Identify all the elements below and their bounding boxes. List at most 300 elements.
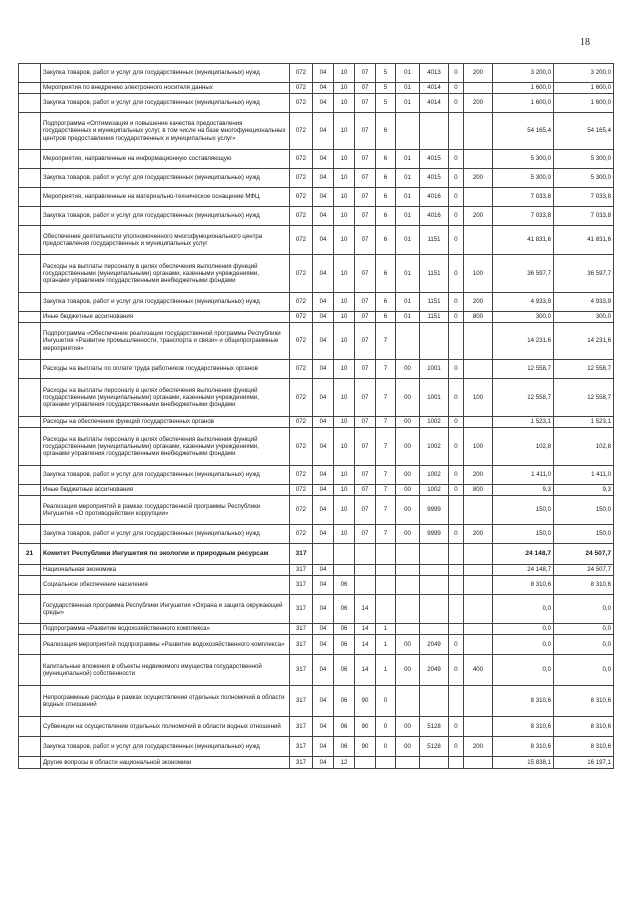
code-ministry: 072 (290, 360, 313, 379)
code-extra: 0 (449, 83, 464, 94)
code-program: 07 (355, 417, 376, 428)
code-expense-type (464, 150, 493, 169)
code-extra: 0 (449, 293, 464, 312)
code-subprogram: 0 (376, 737, 396, 757)
amount-col-2: 24 507,7 (554, 544, 614, 565)
amount-col-2: 9,3 (554, 485, 614, 496)
code-ministry: 072 (290, 94, 313, 113)
amount-col-2: 12 558,7 (554, 379, 614, 417)
code-section: 04 (313, 417, 334, 428)
code-subprogram: 6 (376, 207, 396, 226)
code-direction (420, 624, 449, 635)
code-event: 00 (396, 496, 420, 525)
code-program: 07 (355, 94, 376, 113)
code-extra: 0 (449, 150, 464, 169)
amount-col-2: 102,8 (554, 428, 614, 466)
table-row (19, 635, 614, 655)
row-name: Расходы на выплаты по оплате труда работников государственных органов (41, 360, 290, 379)
table-row (19, 169, 614, 188)
code-subsection: 10 (334, 293, 355, 312)
code-section: 04 (313, 169, 334, 188)
row-number (19, 312, 41, 323)
code-section: 04 (313, 595, 334, 624)
code-section: 04 (313, 717, 334, 737)
code-program: 90 (355, 737, 376, 757)
code-event: 01 (396, 150, 420, 169)
row-number (19, 226, 41, 255)
code-subprogram: 6 (376, 150, 396, 169)
row-name: Непрограммные расходы в рамках осуществления отдельных полномочий в области водных отношений (41, 686, 290, 717)
amount-col-2: 150,0 (554, 496, 614, 525)
row-name: Государственная программа Республики Ингушетия «Охрана и защита окружающей среды» (41, 595, 290, 624)
code-event (396, 686, 420, 717)
code-program: 14 (355, 655, 376, 686)
code-subsection (334, 565, 355, 576)
code-direction: 4014 (420, 94, 449, 113)
code-section: 04 (313, 207, 334, 226)
table-row (19, 417, 614, 428)
code-subprogram: 7 (376, 360, 396, 379)
amount-col-2: 1 600,0 (554, 83, 614, 94)
code-program: 07 (355, 466, 376, 485)
table-row (19, 595, 614, 624)
amount-col-1: 3 200,0 (493, 64, 554, 83)
code-subprogram: 1 (376, 655, 396, 686)
row-name: Национальная экономика (41, 565, 290, 576)
code-section: 04 (313, 150, 334, 169)
code-ministry: 317 (290, 737, 313, 757)
table-row (19, 226, 614, 255)
amount-col-1: 24 148,7 (493, 544, 554, 565)
code-subprogram: 7 (376, 379, 396, 417)
row-number (19, 255, 41, 293)
code-extra (449, 595, 464, 624)
code-direction: 1002 (420, 417, 449, 428)
code-event: 01 (396, 226, 420, 255)
code-program: 07 (355, 323, 376, 360)
code-program: 90 (355, 686, 376, 717)
code-section: 04 (313, 737, 334, 757)
amount-col-1: 7 033,8 (493, 207, 554, 226)
code-event: 00 (396, 466, 420, 485)
code-section: 04 (313, 428, 334, 466)
row-name: Комитет Республики Ингушетия по экологии и природным ресурсам (41, 544, 290, 565)
code-subsection: 10 (334, 64, 355, 83)
code-program: 90 (355, 717, 376, 737)
row-name: Закупка товаров, работ и услуг для государственных (муниципальных) нужд (41, 293, 290, 312)
amount-col-1: 15 838,1 (493, 757, 554, 769)
code-ministry: 072 (290, 188, 313, 207)
code-direction: 1151 (420, 293, 449, 312)
row-name: Расходы на выплаты персоналу в целях обеспечения выполнения функций государственными (муниципальными) органами, казенными учреждениями, органами управления государственными внебюджетными фондами (41, 379, 290, 417)
code-subsection: 10 (334, 150, 355, 169)
code-direction: 1002 (420, 466, 449, 485)
code-program: 07 (355, 64, 376, 83)
table-row (19, 496, 614, 525)
amount-col-1: 7 033,8 (493, 188, 554, 207)
amount-col-2: 4 933,9 (554, 293, 614, 312)
row-name: Капитальные вложения в объекты недвижимого имущества государственной (муниципальной) собственности (41, 655, 290, 686)
code-subprogram (376, 565, 396, 576)
code-subprogram: 5 (376, 94, 396, 113)
code-subprogram: 5 (376, 83, 396, 94)
code-extra: 0 (449, 417, 464, 428)
code-direction (420, 565, 449, 576)
code-subsection: 10 (334, 188, 355, 207)
table-row (19, 428, 614, 466)
code-expense-type: 200 (464, 169, 493, 188)
row-number (19, 94, 41, 113)
code-subprogram: 7 (376, 496, 396, 525)
code-event (396, 595, 420, 624)
row-name: Закупка товаров, работ и услуг для государственных (муниципальных) нужд (41, 207, 290, 226)
code-ministry: 317 (290, 565, 313, 576)
amount-col-1: 0,0 (493, 624, 554, 635)
table-body (19, 64, 614, 769)
code-ministry: 317 (290, 576, 313, 595)
code-expense-type (464, 565, 493, 576)
code-extra (449, 113, 464, 150)
row-number (19, 525, 41, 544)
table-row (19, 686, 614, 717)
amount-col-1: 24 148,7 (493, 565, 554, 576)
code-ministry: 317 (290, 635, 313, 655)
code-program: 07 (355, 525, 376, 544)
code-program (355, 544, 376, 565)
row-name: Обеспечение деятельности уполномоченного многофункционального центра предоставления государственных и муниципальных услуг (41, 226, 290, 255)
code-event (396, 544, 420, 565)
row-name: Социальное обеспечение населения (41, 576, 290, 595)
row-number (19, 150, 41, 169)
code-extra: 0 (449, 312, 464, 323)
code-section: 04 (313, 379, 334, 417)
code-program: 07 (355, 255, 376, 293)
code-subsection: 10 (334, 496, 355, 525)
code-extra (449, 323, 464, 360)
code-expense-type: 200 (464, 207, 493, 226)
code-extra: 0 (449, 737, 464, 757)
amount-col-1: 0,0 (493, 655, 554, 686)
amount-col-2: 7 033,8 (554, 188, 614, 207)
code-direction: 9999 (420, 525, 449, 544)
table-row (19, 255, 614, 293)
row-number (19, 565, 41, 576)
code-subsection: 10 (334, 83, 355, 94)
code-subprogram: 6 (376, 113, 396, 150)
amount-col-2: 14 231,6 (554, 323, 614, 360)
amount-col-1: 102,8 (493, 428, 554, 466)
table-row (19, 544, 614, 565)
code-ministry: 317 (290, 544, 313, 565)
code-program: 07 (355, 150, 376, 169)
row-name: Мероприятия, направленные на материально-техническое оснащение МФЦ (41, 188, 290, 207)
code-subsection: 06 (334, 576, 355, 595)
code-expense-type: 200 (464, 64, 493, 83)
table-row (19, 565, 614, 576)
code-subsection: 10 (334, 255, 355, 293)
code-direction: 5128 (420, 717, 449, 737)
code-event: 00 (396, 737, 420, 757)
code-subprogram: 1 (376, 635, 396, 655)
table-row (19, 485, 614, 496)
code-subsection: 10 (334, 485, 355, 496)
code-ministry: 072 (290, 466, 313, 485)
amount-col-2: 0,0 (554, 624, 614, 635)
code-subprogram: 7 (376, 525, 396, 544)
code-subprogram (376, 595, 396, 624)
code-section: 04 (313, 485, 334, 496)
code-program: 07 (355, 485, 376, 496)
code-extra: 0 (449, 360, 464, 379)
table-row (19, 624, 614, 635)
amount-col-2: 8 310,6 (554, 686, 614, 717)
code-direction (420, 757, 449, 769)
row-number (19, 624, 41, 635)
code-program: 07 (355, 428, 376, 466)
code-subsection (334, 544, 355, 565)
code-event (396, 113, 420, 150)
code-extra (449, 624, 464, 635)
code-subsection: 06 (334, 737, 355, 757)
code-expense-type (464, 113, 493, 150)
code-event (396, 624, 420, 635)
code-direction: 5128 (420, 737, 449, 757)
code-subprogram: 6 (376, 312, 396, 323)
code-expense-type (464, 360, 493, 379)
code-program: 07 (355, 188, 376, 207)
code-extra (449, 544, 464, 565)
code-subsection: 10 (334, 312, 355, 323)
amount-col-2: 150,0 (554, 525, 614, 544)
code-extra: 0 (449, 255, 464, 293)
code-expense-type (464, 323, 493, 360)
code-direction: 4015 (420, 150, 449, 169)
table-row (19, 150, 614, 169)
row-number (19, 717, 41, 737)
table-row (19, 576, 614, 595)
code-program: 07 (355, 226, 376, 255)
code-expense-type (464, 624, 493, 635)
code-section: 04 (313, 496, 334, 525)
row-number (19, 737, 41, 757)
code-event: 01 (396, 255, 420, 293)
row-number (19, 686, 41, 717)
code-event: 01 (396, 293, 420, 312)
code-event: 00 (396, 360, 420, 379)
amount-col-1: 1 411,0 (493, 466, 554, 485)
amount-col-1: 1 523,1 (493, 417, 554, 428)
code-section: 04 (313, 94, 334, 113)
row-number (19, 207, 41, 226)
code-expense-type (464, 757, 493, 769)
code-event: 00 (396, 525, 420, 544)
table-row (19, 113, 614, 150)
code-direction: 1002 (420, 485, 449, 496)
amount-col-2: 12 558,7 (554, 360, 614, 379)
code-ministry: 072 (290, 379, 313, 417)
table-row (19, 323, 614, 360)
amount-col-1: 4 933,9 (493, 293, 554, 312)
row-number (19, 417, 41, 428)
table-row (19, 379, 614, 417)
amount-col-1: 5 300,0 (493, 150, 554, 169)
amount-col-2: 54 165,4 (554, 113, 614, 150)
row-number (19, 655, 41, 686)
code-direction (420, 576, 449, 595)
code-event: 01 (396, 94, 420, 113)
code-section: 04 (313, 113, 334, 150)
code-program (355, 757, 376, 769)
code-subprogram: 0 (376, 717, 396, 737)
amount-col-1: 150,0 (493, 525, 554, 544)
code-program: 07 (355, 207, 376, 226)
code-ministry: 072 (290, 226, 313, 255)
code-section: 04 (313, 226, 334, 255)
code-expense-type: 800 (464, 312, 493, 323)
amount-col-2: 36 597,7 (554, 255, 614, 293)
row-name: Другие вопросы в области национальной экономики (41, 757, 290, 769)
code-section: 04 (313, 635, 334, 655)
row-name: Закупка товаров, работ и услуг для государственных (муниципальных) нужд (41, 94, 290, 113)
code-subsection: 10 (334, 428, 355, 466)
amount-col-2: 1 411,0 (554, 466, 614, 485)
amount-col-1: 5 300,0 (493, 169, 554, 188)
code-subsection: 10 (334, 207, 355, 226)
code-direction: 4013 (420, 64, 449, 83)
code-section: 04 (313, 686, 334, 717)
code-section: 04 (313, 293, 334, 312)
code-subprogram: 6 (376, 293, 396, 312)
amount-col-1: 8 310,6 (493, 717, 554, 737)
code-expense-type: 800 (464, 485, 493, 496)
page-number: 18 (580, 37, 590, 48)
row-name: Мероприятия, направленные на информационную составляющую (41, 150, 290, 169)
code-expense-type: 100 (464, 255, 493, 293)
code-subprogram: 7 (376, 323, 396, 360)
row-name: Подпрограмма «Оптимизация и повышение качества предоставления государственных и муниципальных услуг, в том числе на базе многофункциональных центров предоставления государственных и муниципальных услуг» (41, 113, 290, 150)
amount-col-1: 14 231,6 (493, 323, 554, 360)
amount-col-1: 41 831,6 (493, 226, 554, 255)
row-name: Закупка товаров, работ и услуг для государственных (муниципальных) нужд (41, 525, 290, 544)
code-direction (420, 595, 449, 624)
code-ministry: 072 (290, 207, 313, 226)
table-row (19, 293, 614, 312)
row-name: Реализация мероприятий в рамках государственной программы Республики Ингушетия «О противодействии коррупции» (41, 496, 290, 525)
code-direction: 2049 (420, 655, 449, 686)
code-direction: 1151 (420, 255, 449, 293)
code-ministry: 072 (290, 323, 313, 360)
code-subsection: 10 (334, 226, 355, 255)
code-expense-type (464, 635, 493, 655)
code-ministry: 072 (290, 496, 313, 525)
amount-col-1: 1 600,0 (493, 83, 554, 94)
code-subsection: 06 (334, 686, 355, 717)
code-program: 07 (355, 379, 376, 417)
code-subsection: 10 (334, 94, 355, 113)
row-number (19, 757, 41, 769)
amount-col-2: 41 831,6 (554, 226, 614, 255)
code-direction: 1001 (420, 360, 449, 379)
code-subprogram: 7 (376, 485, 396, 496)
amount-col-1: 1 600,0 (493, 94, 554, 113)
code-ministry: 072 (290, 417, 313, 428)
code-ministry: 317 (290, 595, 313, 624)
code-subprogram: 1 (376, 624, 396, 635)
code-ministry: 072 (290, 255, 313, 293)
code-program: 14 (355, 595, 376, 624)
amount-col-2: 0,0 (554, 595, 614, 624)
code-direction (420, 113, 449, 150)
code-expense-type: 100 (464, 428, 493, 466)
table-row (19, 83, 614, 94)
amount-col-1: 0,0 (493, 595, 554, 624)
code-subsection: 06 (334, 624, 355, 635)
row-name: Подпрограмма «Развитие водохозяйственного комплекса» (41, 624, 290, 635)
amount-col-1: 300,0 (493, 312, 554, 323)
code-ministry: 072 (290, 485, 313, 496)
amount-col-1: 8 310,6 (493, 576, 554, 595)
code-expense-type: 200 (464, 94, 493, 113)
code-subprogram: 6 (376, 169, 396, 188)
table-row (19, 525, 614, 544)
row-name: Закупка товаров, работ и услуг для государственных (муниципальных) нужд (41, 466, 290, 485)
code-subsection: 12 (334, 757, 355, 769)
code-section: 04 (313, 624, 334, 635)
code-extra: 0 (449, 94, 464, 113)
amount-col-1: 8 310,6 (493, 686, 554, 717)
code-extra: 0 (449, 169, 464, 188)
code-program: 07 (355, 113, 376, 150)
code-event: 01 (396, 207, 420, 226)
code-ministry: 072 (290, 312, 313, 323)
code-expense-type (464, 417, 493, 428)
code-expense-type (464, 188, 493, 207)
code-event: 01 (396, 312, 420, 323)
code-event: 01 (396, 64, 420, 83)
code-event: 00 (396, 379, 420, 417)
row-name: Иные бюджетные ассигнования (41, 312, 290, 323)
row-number (19, 188, 41, 207)
table-row (19, 64, 614, 83)
code-program: 07 (355, 312, 376, 323)
code-expense-type: 200 (464, 737, 493, 757)
code-subprogram: 6 (376, 255, 396, 293)
row-name: Мероприятия по внедрению электронного носителя данных (41, 83, 290, 94)
code-extra (449, 757, 464, 769)
code-ministry: 072 (290, 293, 313, 312)
code-extra: 0 (449, 485, 464, 496)
code-direction: 4016 (420, 188, 449, 207)
code-direction: 4015 (420, 169, 449, 188)
amount-col-2: 0,0 (554, 635, 614, 655)
row-name: Расходы на выплаты персоналу в целях обеспечения выполнения функций государственными (муниципальными) органами, казенными учреждениями, органами управления государственными внебюджетными фондами (41, 428, 290, 466)
code-expense-type (464, 717, 493, 737)
row-name: Расходы на обеспечение функций государственных органов (41, 417, 290, 428)
code-event: 00 (396, 417, 420, 428)
code-extra (449, 565, 464, 576)
code-event (396, 323, 420, 360)
row-name: Субвенции на осуществление отдельных полномочий в области водных отношений (41, 717, 290, 737)
code-expense-type (464, 83, 493, 94)
table-row (19, 360, 614, 379)
row-number (19, 113, 41, 150)
code-event: 00 (396, 428, 420, 466)
table-row (19, 466, 614, 485)
amount-col-1: 54 165,4 (493, 113, 554, 150)
code-ministry: 072 (290, 113, 313, 150)
code-expense-type (464, 576, 493, 595)
code-extra: 0 (449, 226, 464, 255)
